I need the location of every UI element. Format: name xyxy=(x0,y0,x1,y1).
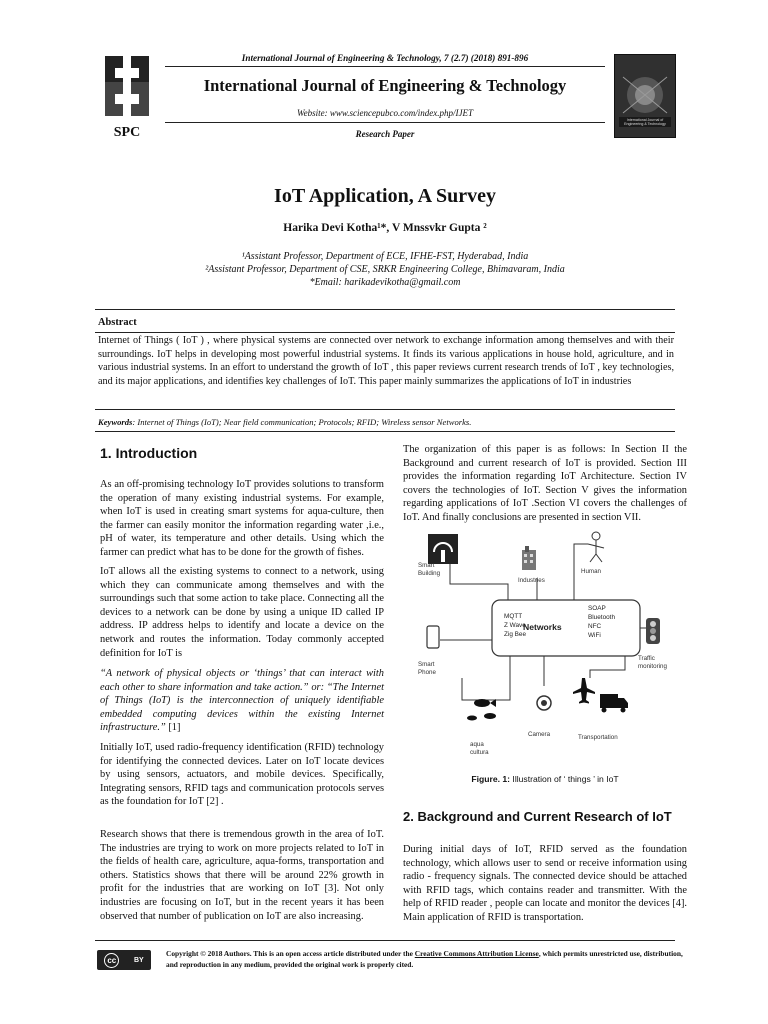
label-industries: Industries xyxy=(518,577,545,584)
affiliation-1: ¹Assistant Professor, Department of ECE, IFHE-FST, Hyderabad, India xyxy=(241,251,529,262)
license-link[interactable]: Creative Commons Attribution License xyxy=(414,949,539,958)
intro-paragraph-3: Initially IoT, used radio-frequency identification (RFID) technology for identifying the connected devices. Later on IoT locate devices by using sensors, actuators, and mobile devices. Specifically, Integrating sensors, RFID tags and communication protocols serves as the foundation for IoT [2] . xyxy=(100,742,384,808)
logo-text: SPC xyxy=(113,125,141,140)
left-protocol-list xyxy=(504,612,526,639)
journal-title: International Journal of Engineering & Technology xyxy=(203,76,567,95)
background-paragraph-1: During initial days of IoT, RFID served as the foundation technology, which allows user to send or receive information using radio - frequency signals. The connected device should be attached with RFID tags, which contains reader and transmitter. With the help of RFID reader , people can locate and monitor the devices [4]. Main application of RFID is transportation. xyxy=(403,844,687,923)
quote-text: “A network of physical objects or ‘things’ that can interact with each other to share information and take action.” or: “The Internet of Things (IoT) is the interconnection of uniquely identifiable embedded computing devices within the existing Internet infrastructure.” xyxy=(100,668,384,734)
protocol-nfc: NFC xyxy=(588,623,602,630)
connector-transport xyxy=(590,656,625,678)
label-transport: Transportation xyxy=(578,734,618,741)
connector-building xyxy=(450,554,508,600)
affiliation-2: ²Assistant Professor, Department of CSE, SRKR Engineering College, Bhimavaram, India xyxy=(205,264,565,275)
keywords-text: : Internet of Things (IoT); Near field communication; Protocols; RFID; Wireless sensor Networks. xyxy=(132,417,472,427)
figure-caption-label: Figure. 1: xyxy=(471,774,511,784)
keywords xyxy=(98,417,674,427)
figure-caption xyxy=(403,774,687,784)
quote-ref: [1] xyxy=(165,722,181,734)
label-traffic: Traffic monitoring xyxy=(638,655,667,670)
camera-icon xyxy=(537,696,551,710)
figure-caption-text: Illustration of ‘ things ’ in IoT xyxy=(510,774,619,784)
label-smart-phone: Smart Phone xyxy=(418,661,436,676)
abstract-text: Internet of Things ( IoT ) , where physical systems are connected over network to exchange information among themselves and with their surroundings. IoT helps in developing most powerful industrial systems. It finds its various applications in house hold, agriculture, and in various industrial systems. In an effort to understand the growth of IoT , this paper reviews current research trends of IoT , key technologies, and its major applications, and identifies key challenges of IoT. This paper mainly summarizes the applications of IoT in industries xyxy=(98,335,674,387)
protocol-soap: SOAP xyxy=(588,605,606,612)
by-icon: BY xyxy=(133,956,144,964)
connector-aqua xyxy=(462,656,510,700)
protocol-wifi: WiFi xyxy=(588,632,601,639)
industries-icon xyxy=(522,546,536,570)
section-2-heading: 2. Background and Current Research of IoT xyxy=(403,809,672,824)
protocol-zigbee: Zig Bee xyxy=(504,631,527,638)
iot-figure xyxy=(410,528,680,768)
abstract-heading: Abstract xyxy=(98,317,137,328)
paper-authors: Harika Devi Kotha¹*, V Mnssvkr Gupta ² xyxy=(283,222,487,234)
label-aqua: aqua cultura xyxy=(470,741,489,756)
copyright-rest: , which permits unrestricted use, distribution, and reproduction in any medium, provided the original work is properly cited. xyxy=(166,949,683,969)
journal-cover xyxy=(614,54,676,138)
paper-type: Research Paper xyxy=(355,129,415,139)
paper-title: IoT Application, A Survey xyxy=(274,185,496,207)
fish-icon xyxy=(467,699,496,721)
publisher-logo xyxy=(97,52,157,138)
traffic-light-icon xyxy=(646,618,660,644)
copyright-text: Copyright © 2018 Authors. This is an open access article distributed under the xyxy=(166,949,415,958)
journal-website[interactable]: Website: www.sciencepubco.com/index.php/IJET xyxy=(297,108,473,118)
intro-paragraph-1: As an off-promising technology IoT provides solutions to transform the operation of many existing industrial systems. For example, when IoT is used in creating smart systems for aqua-culture, then the farmer can easily monitor the information regarding water ,i.e., pH of water, its temperature and other details. Using which the farmer can predict what has to be done for the growth of fishes. xyxy=(100,479,384,558)
human-icon xyxy=(588,532,604,562)
plane-icon xyxy=(573,678,595,704)
truck-icon xyxy=(600,694,628,713)
label-smart-building: Smart Building xyxy=(418,562,441,577)
networks-label: Networks xyxy=(523,622,562,632)
organization-paragraph: The organization of this paper is as follows: In Section II the Background and current research of IoT is provided. Section III provides the information regarding IoT Architecture. Section IV covers the technologies of IoT. Section V gives the information regarding applications of IoT .Section VI covers the challenges of IoT. And finally conclusions are presented in section VII. xyxy=(403,444,687,523)
author-email[interactable]: *Email: harikadevikotha@gmail.com xyxy=(309,277,461,288)
cc-icon: cc xyxy=(104,953,119,968)
protocol-zwave: Z Wave xyxy=(504,622,526,629)
protocol-mqtt: MQTT xyxy=(504,613,523,620)
journal-citation: International Journal of Engineering & Technology, 7 (2.7) (2018) 891-896 xyxy=(241,53,529,63)
right-protocol-list xyxy=(588,604,615,640)
iot-definition-quote xyxy=(100,667,384,735)
cover-title: International Journal of Engineering & Technology xyxy=(624,118,666,127)
protocol-bluetooth: Bluetooth xyxy=(588,614,616,621)
label-human: Human xyxy=(581,568,601,575)
label-camera: Camera xyxy=(528,731,551,738)
smart-building-icon xyxy=(428,534,458,564)
spc-logo-icon xyxy=(97,52,157,120)
intro-paragraph-2: IoT allows all the existing systems to connect to a network, using which they can communicate among themselves and with the surroundings such that some action to take place. Connecting all the devices to a network can be done by using a unique ID called IP address. IP address helps to identify and locate a device on the network and routes the information. Today commonly accepted definition for IoT is xyxy=(100,566,384,659)
smart-phone-icon xyxy=(427,626,439,648)
intro-paragraph-4: Research shows that there is tremendous growth in the area of IoT. The industries are trying to work on more projects related to IoT in the fields of health care, agriculture, aqua-forms, transportation and others. Statistics shows that there will be around 22% growth in profit for the industries that are working on IoT [3]. Not only industries are focusing on IoT, but in the recent years it has been observed that number of publication on IoT are also increasing. xyxy=(100,829,384,922)
section-1-heading: 1. Introduction xyxy=(100,445,198,461)
cc-license-badge[interactable] xyxy=(97,950,151,970)
copyright-notice xyxy=(166,949,688,971)
keywords-label: Keywords xyxy=(98,417,133,427)
